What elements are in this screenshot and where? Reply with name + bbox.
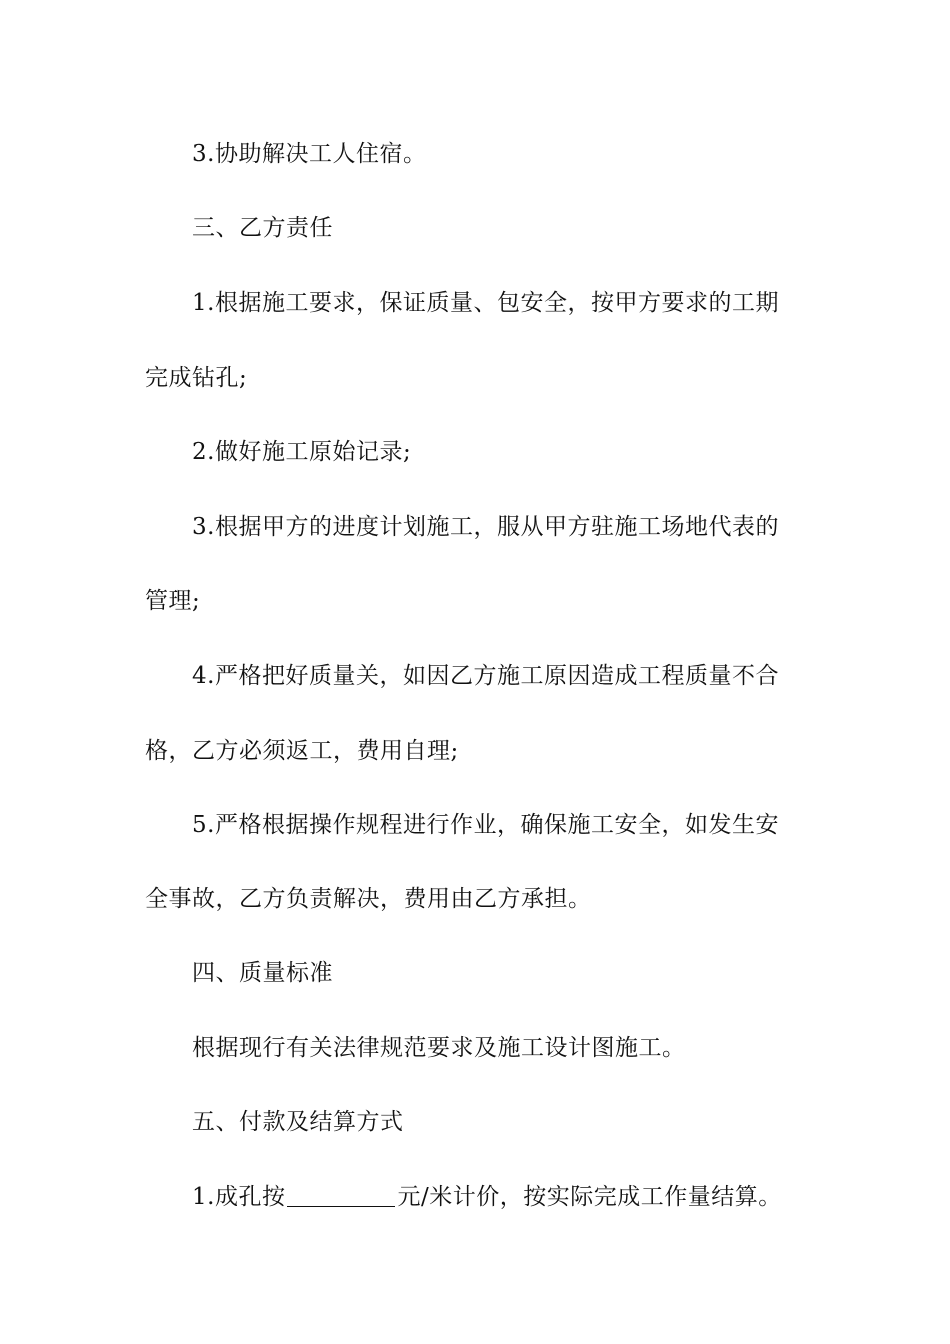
fill-in-blank xyxy=(287,1184,395,1207)
paragraph-line xyxy=(192,1181,812,1213)
paragraph-line: 5.严格根据操作规程进行作业，确保施工安全，如发生安 xyxy=(192,812,779,838)
paragraph-line: 完成钻孔; xyxy=(145,365,248,391)
section-heading: 三、乙方责任 xyxy=(192,215,333,241)
paragraph-line: 2.做好施工原始记录; xyxy=(192,439,412,465)
paragraph-line: 3.协助解决工人住宿。 xyxy=(192,141,427,167)
section-heading: 五、付款及结算方式 xyxy=(192,1109,404,1135)
paragraph-line: 格，乙方必须返工，费用自理; xyxy=(145,738,459,764)
section-heading: 四、质量标准 xyxy=(192,960,333,986)
text-before-blank: 1.成孔按 xyxy=(192,1184,286,1210)
paragraph-line: 4.严格把好质量关，如因乙方施工原因造成工程质量不合 xyxy=(192,663,779,689)
paragraph-line: 3.根据甲方的进度计划施工，服从甲方驻施工场地代表的 xyxy=(192,514,779,540)
paragraph-line: 管理; xyxy=(145,588,201,614)
text-after-blank: 元/米计价，按实际完成工作量结算。 xyxy=(397,1184,782,1210)
paragraph-line: 1.根据施工要求，保证质量、包安全，按甲方要求的工期 xyxy=(192,290,779,316)
paragraph-line: 根据现行有关法律规范要求及施工设计图施工。 xyxy=(192,1035,686,1061)
paragraph-line: 全事故，乙方负责解决，费用由乙方承担。 xyxy=(145,886,592,912)
